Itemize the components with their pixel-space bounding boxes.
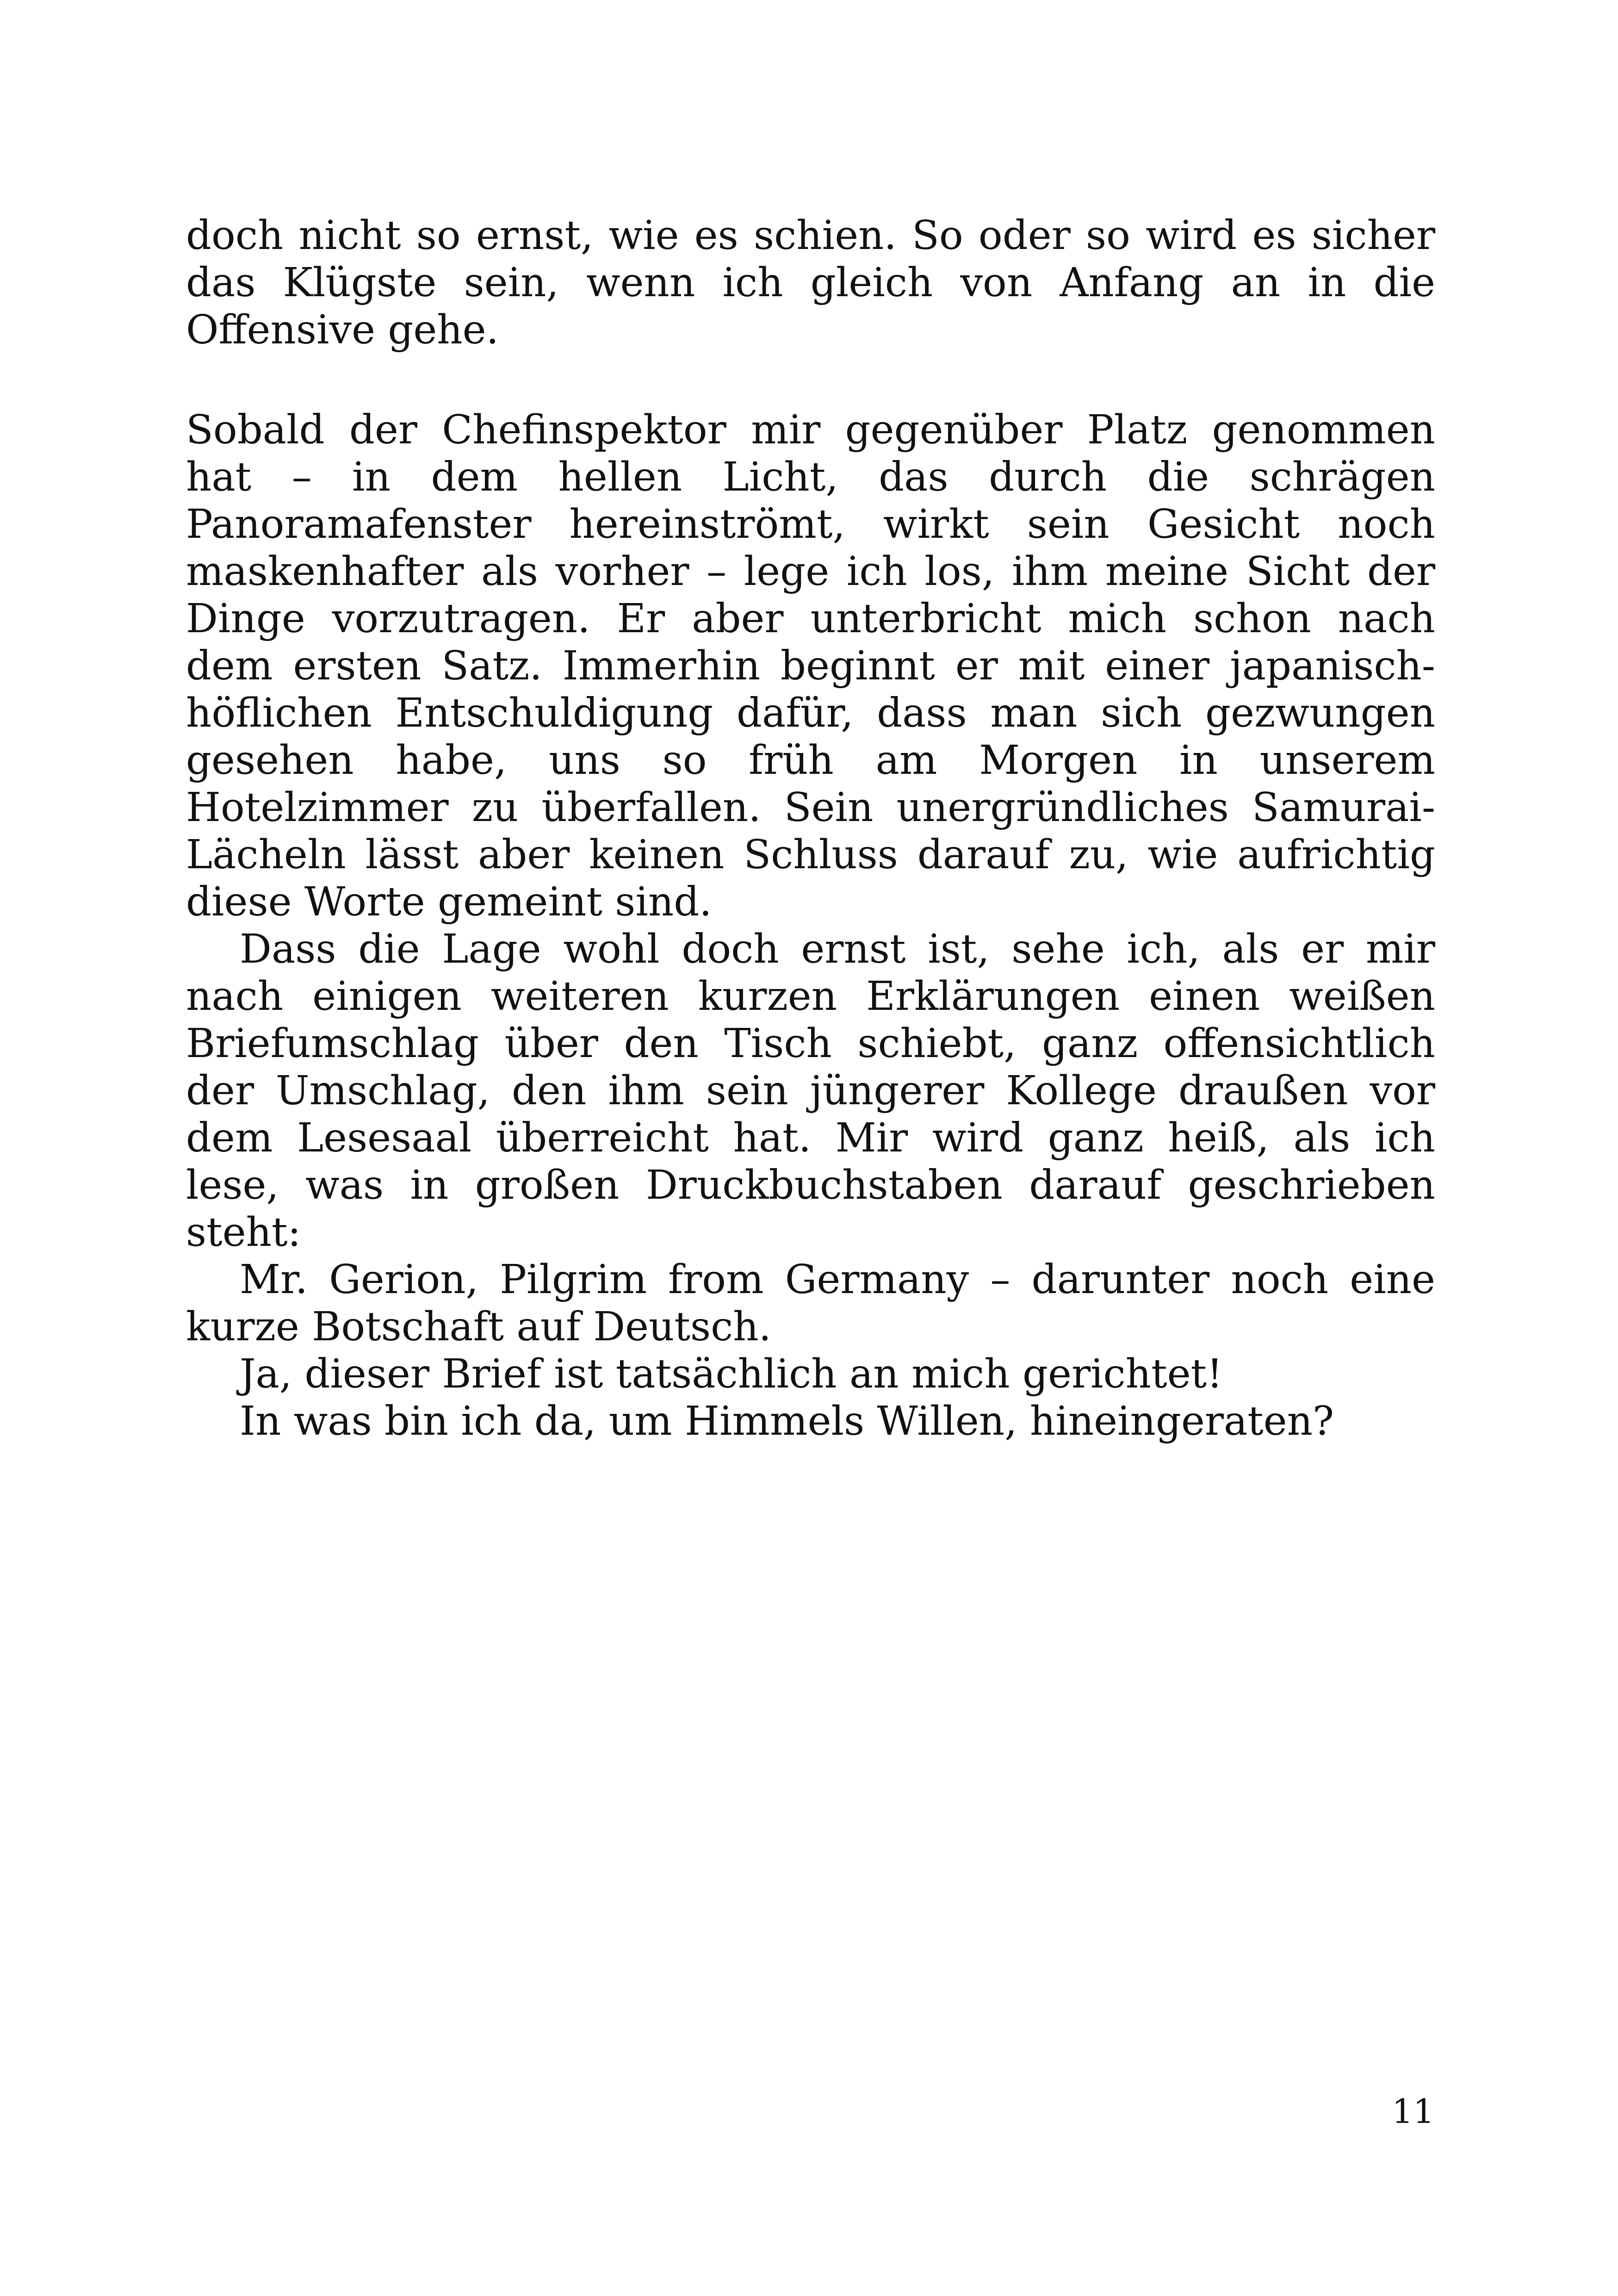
text-block-top [186,212,1435,354]
page-number: 11 [1392,2092,1434,2131]
paragraph: In was bin ich da, um Himmels Willen, hineingeraten? [240,1398,1334,1444]
paragraph: Sobald der Chefinspektor mir gegenüber Platz genommen hat – in dem hellen Licht, das durch die schrägen Panoramafenster hereinströmt, wirkt sein Gesicht noch maskenhafter als vorher – lege ich los, ihm meine Sicht der Dinge vorzutragen. Er aber unterbricht mich schon nach dem ersten Satz. Immerhin beginnt er mit einer japanisch-höflichen Entschuldigung dafür, dass man sich gezwungen gesehen habe, uns so früh am Morgen in unserem Hotelzimmer zu überfallen. Sein unergründliches Samurai-Lächeln lässt aber keinen Schluss darauf zu, wie aufrichtig diese Worte gemeint sind. [186,407,1435,925]
paragraph: Ja, dieser Brief ist tatsächlich an mich gerichtet! [240,1351,1223,1397]
text-block-main [186,406,1435,1445]
paragraph: doch nicht so ernst, wie es schien. So oder so wird es sicher das Klügste sein, wenn ich gleich von Anfang an in die Offensive gehe. [186,212,1435,353]
paragraph: Dass die Lage wohl doch ernst ist, sehe ich, als er mir nach einigen weiteren kurzen Erklärungen einen weißen Briefumschlag über den Tisch schiebt, ganz offensichtlich der Umschlag, den ihm sein jüngerer Kollege draußen vor dem Lesesaal überreicht hat. Mir wird ganz heiß, als ich lese, was in großen Druckbuchstaben darauf geschrieben steht: [186,926,1435,1256]
paragraph: Mr. Gerion, Pilgrim from Germany – darunter noch eine kurze Botschaft auf Deutsch. [186,1257,1435,1350]
